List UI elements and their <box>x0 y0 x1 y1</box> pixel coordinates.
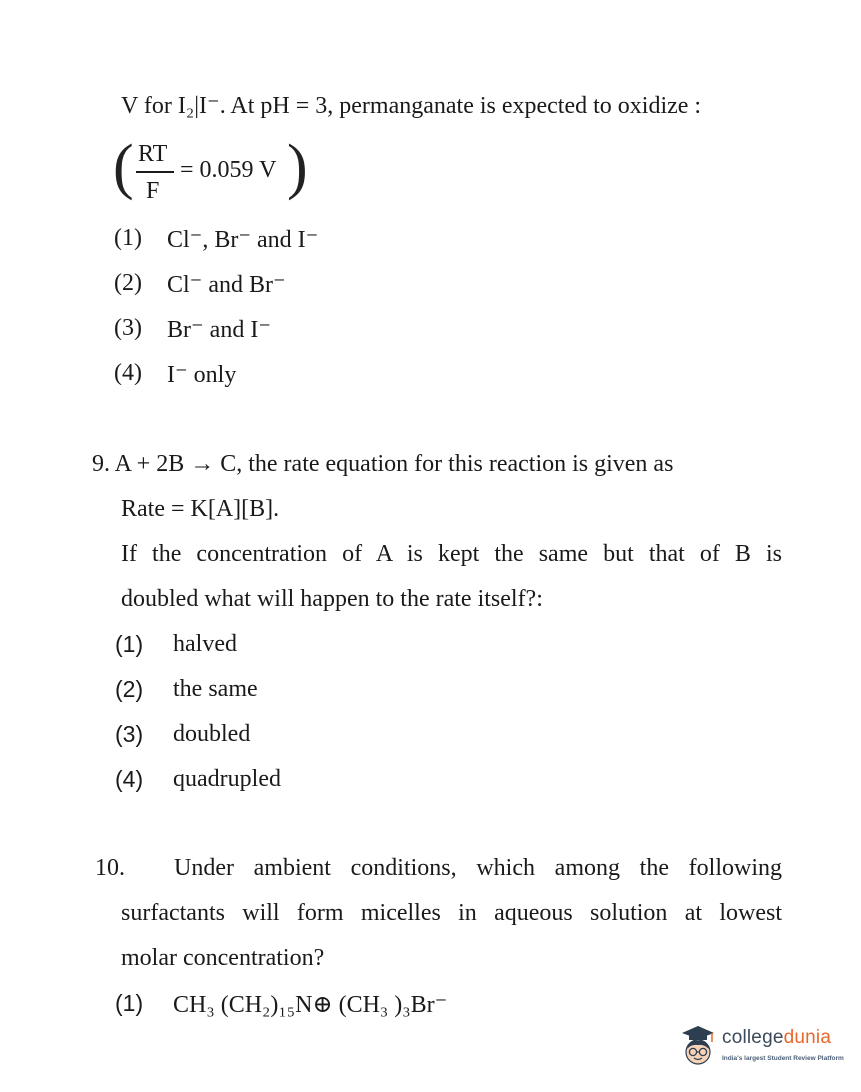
q9-stem-line3: If the concentration of A is kept the same but that of B is <box>121 541 782 567</box>
q8-option-1-text: Cl⁻, Br⁻ and I⁻ <box>167 227 319 253</box>
q9-stem-line4: doubled what will happen to the rate itself?: <box>121 586 543 612</box>
q9-option-2-num: (2) <box>115 676 144 702</box>
q8-option-4-text: I⁻ only <box>167 362 237 388</box>
q8-option-2-text: Cl⁻ and Br⁻ <box>167 272 286 298</box>
q8-option-1-num: (1) <box>114 225 142 251</box>
right-paren: ) <box>287 133 308 201</box>
collegedunia-watermark <box>676 1023 856 1073</box>
q9-option-4-num: (4) <box>115 766 144 792</box>
q10-stem-line1: Under ambient conditions, which among the following <box>174 855 782 881</box>
q9-stem-line1: 9. A + 2B → C, the rate equation for this reaction is given as <box>92 451 674 477</box>
q8-continuation: V for I₂|I⁻. At pH = 3, permanganate is expected to oxidize : <box>121 93 702 119</box>
rt-numerator: RT <box>138 141 168 167</box>
q9-option-3-num: (3) <box>115 721 144 747</box>
brand-tagline: India's largest Student Review Platform <box>722 1055 844 1062</box>
fraction-bar <box>136 171 174 173</box>
q8-option-2-num: (2) <box>114 270 142 296</box>
q10-stem-line3: molar concentration? <box>121 945 325 971</box>
q9-option-1-num: (1) <box>115 631 144 657</box>
q10-stem-line2: surfactants will form micelles in aqueous solution at lowest <box>121 900 782 926</box>
left-paren: ( <box>113 133 134 201</box>
q8-option-3-text: Br⁻ and I⁻ <box>167 317 271 343</box>
q10-option-1-num: (1) <box>115 990 144 1016</box>
brand-name <box>722 1027 831 1049</box>
mascot-icon <box>676 1023 720 1071</box>
q9-option-3-text: doubled <box>173 721 251 747</box>
rt-value: = 0.059 V <box>180 157 277 183</box>
q10-option-1-text: CH₃ (CH₂)₁₅N⊕ (CH₃ )₃Br⁻ <box>173 992 448 1018</box>
q8-option-3-num: (3) <box>114 315 142 341</box>
q8-option-4-num: (4) <box>114 360 142 386</box>
q9-option-2-text: the same <box>173 676 258 702</box>
q9-stem-line2: Rate = K[A][B]. <box>121 496 280 522</box>
brand-part1: college <box>722 1027 784 1048</box>
brand-part2: dunia <box>783 1027 832 1048</box>
rt-denominator: F <box>146 178 160 204</box>
q10-number: 10. <box>95 855 125 881</box>
q9-option-1-text: halved <box>173 631 237 657</box>
q9-option-4-text: quadrupled <box>173 766 281 792</box>
